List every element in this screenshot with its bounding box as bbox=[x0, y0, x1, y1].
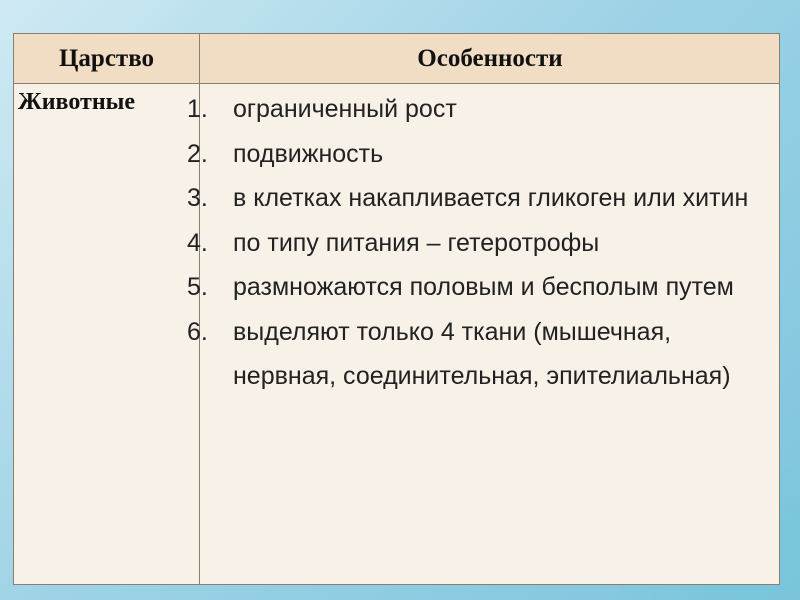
feature-number: 5. bbox=[187, 273, 208, 301]
header-features: Особенности bbox=[417, 45, 563, 72]
feature-item bbox=[187, 176, 777, 221]
feature-number: 3. bbox=[187, 184, 208, 212]
feature-text: в клетках накапливается гликоген или хитин bbox=[233, 184, 749, 212]
kingdom-features-table bbox=[13, 33, 780, 585]
table-header-row bbox=[14, 34, 779, 84]
header-kingdom: Царство bbox=[58, 45, 155, 72]
feature-number: 1. bbox=[187, 95, 208, 123]
feature-item bbox=[187, 221, 777, 266]
feature-text: по типу питания – гетеротрофы bbox=[233, 228, 600, 257]
feature-text: размножаются половым и бесполым путем bbox=[233, 273, 734, 301]
feature-text: выделяют только 4 ткани (мышечная, нервная, соединительная, эпителиальная) bbox=[233, 317, 731, 390]
feature-item bbox=[187, 87, 777, 132]
feature-item bbox=[187, 310, 777, 399]
feature-text: ограниченный рост bbox=[233, 95, 457, 123]
feature-item bbox=[187, 265, 777, 310]
feature-number: 6. bbox=[187, 317, 208, 346]
features-list bbox=[187, 87, 777, 399]
feature-number: 4. bbox=[187, 228, 208, 257]
feature-item bbox=[187, 132, 777, 177]
feature-number: 2. bbox=[187, 139, 208, 168]
kingdom-cell: Животные bbox=[18, 89, 136, 115]
feature-text: подвижность bbox=[233, 139, 384, 168]
